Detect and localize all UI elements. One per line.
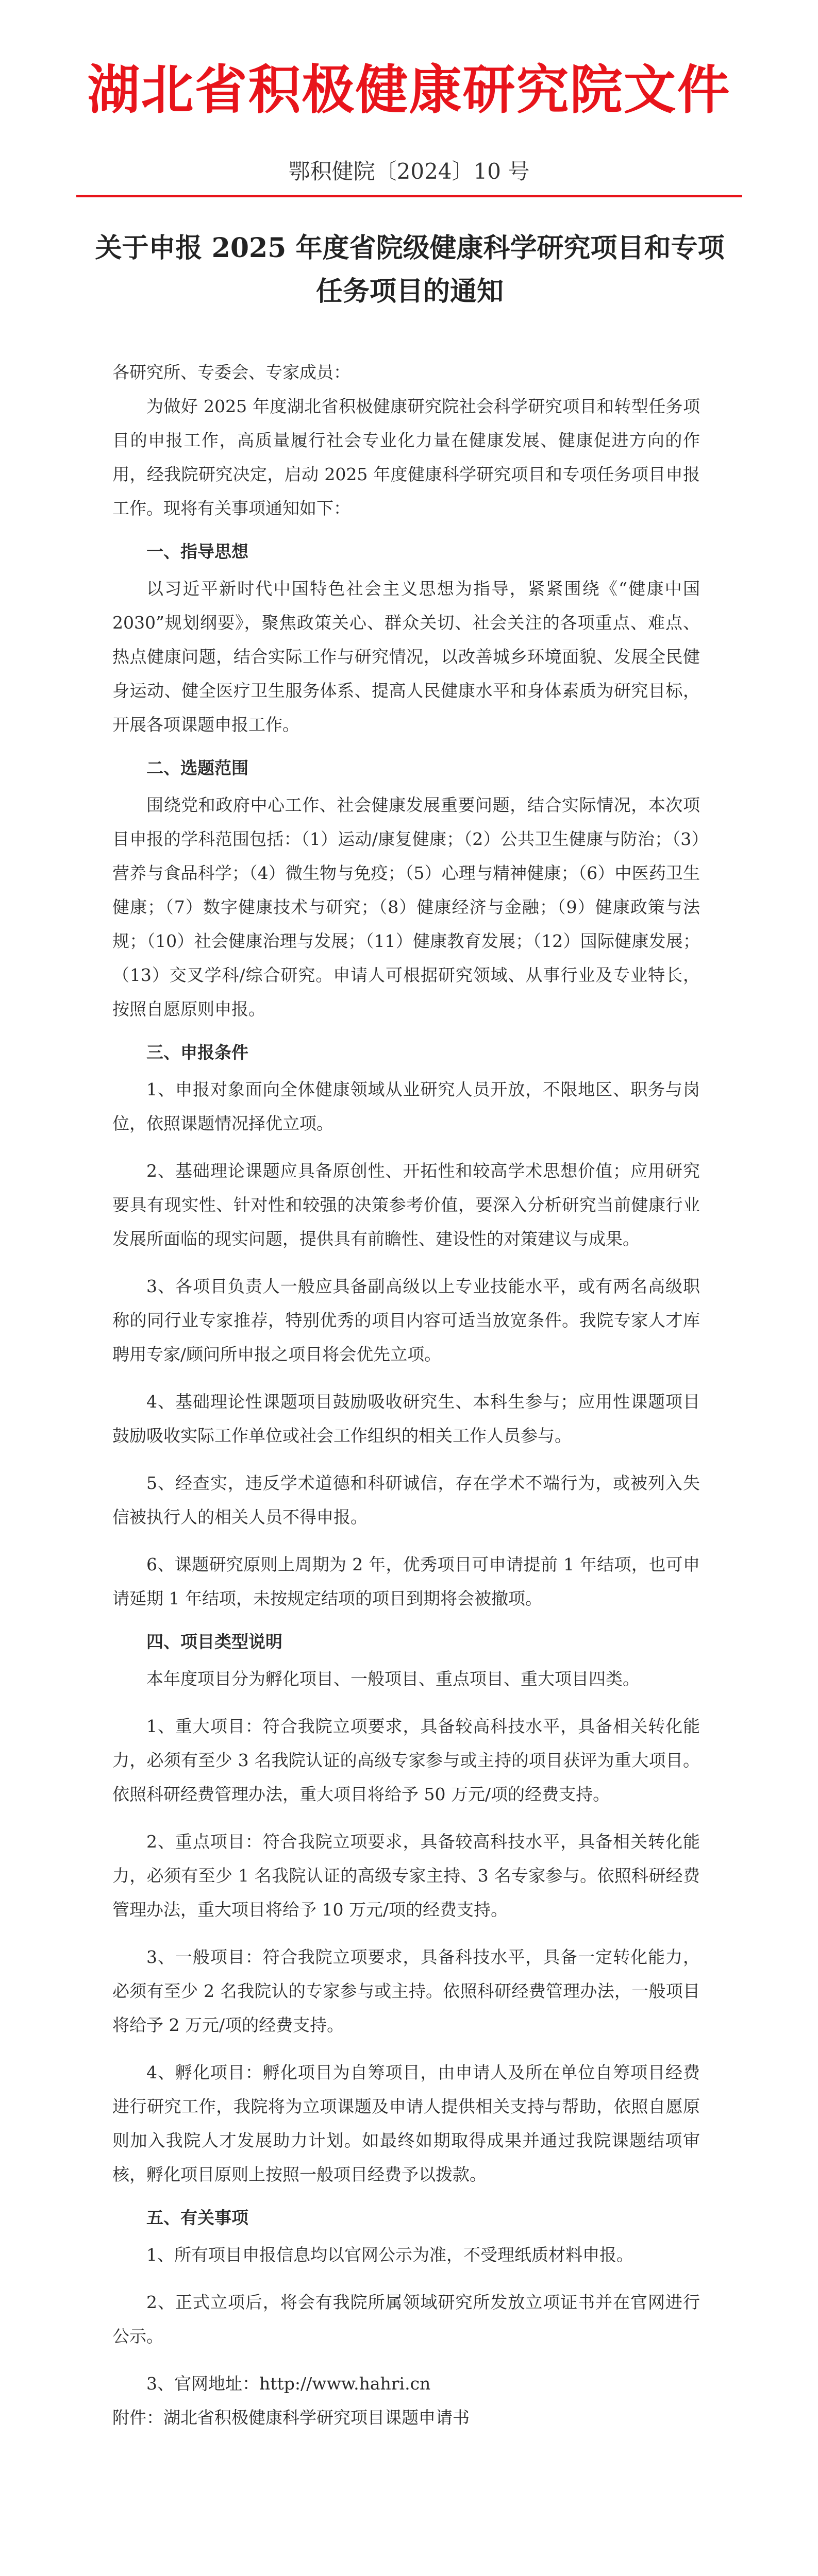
section-paragraph: 1、重大项目：符合我院立项要求，具备较高科技水平，具备相关转化能力，必须有至少 3 名我院认证的高级专家参与或主持的项目获评为重大项目。依照科研经费管理办法，重大项目将给予 50 万元/项的经费支持。 xyxy=(112,1716,700,1804)
section-paragraph: 5、经查实，违反学术道德和科研诚信，存在学术不端行为，或被列入失信被执行人的相关人员不得申报。 xyxy=(112,1473,700,1527)
notice-title: 关于申报 2025 年度省院级健康科学研究项目和专项任务项目的通知 xyxy=(95,232,725,307)
section-paragraph: 6、课题研究原则上周期为 2 年，优秀项目可申请提前 1 年结项，也可申请延期 1 年结项，未按规定结项的项目到期将会被撤项。 xyxy=(112,1554,700,1608)
document-header-title: 湖北省积极健康研究院文件 xyxy=(87,60,731,121)
section-paragraph: 2、基础理论课题应具备原创性、开拓性和较高学术思想价值；应用研究要具有现实性、针对性和较强的决策参考价值，要深入分析研究当前健康行业发展所面临的现实问题，提供具有前瞻性、建设性的对策建议与成果。 xyxy=(112,1161,700,1249)
section-heading-related-matters: 五、有关事项 xyxy=(146,2208,248,2228)
attachment-line: 附件：湖北省积极健康科学研究项目课题申请书 xyxy=(112,2408,470,2428)
red-divider-line xyxy=(76,195,742,197)
section-paragraph: 2、正式立项后，将会有我院所属领域研究所发放立项证书并在官网进行公示。 xyxy=(112,2292,700,2346)
section-heading-project-types: 四、项目类型说明 xyxy=(146,1632,282,1652)
section-paragraph: 3、一般项目：符合我院立项要求，具备科技水平，具备一定转化能力，必须有至少 2 名我院认的专家参与或主持。依照科研经费管理办法，一般项目将给予 2 万元/项的经费支持。 xyxy=(112,1947,700,2035)
document-number: 鄂积健院〔2024〕10 号 xyxy=(288,159,530,184)
section-heading-guiding-ideology: 一、指导思想 xyxy=(146,541,248,562)
official-website-line: 3、官网地址：http://www.hahri.cn xyxy=(146,2374,431,2394)
section-paragraph: 本年度项目分为孵化项目、一般项目、重点项目、重大项目四类。 xyxy=(146,1669,640,1689)
document-body xyxy=(112,355,700,2435)
intro-paragraph: 为做好 2025 年度湖北省积极健康研究院社会科学研究项目和转型任务项目的申报工作，高质量履行社会专业化力量在健康发展、健康促进方向的作用，经我院研究决定，启动 2025 年度健康科学研究项目和专项任务项目申报工作。现将有关事项通知如下： xyxy=(112,396,700,518)
section-paragraph: 2、重点项目：符合我院立项要求，具备较高科技水平，具备相关转化能力，必须有至少 1 名我院认证的高级专家主持、3 名专家参与。依照科研经费管理办法，重大项目将给予 10 万元/项的经费支持。 xyxy=(112,1832,700,1920)
section-paragraph: 3、各项目负责人一般应具备副高级以上专业技能水平，或有两名高级职称的同行业专家推荐，特别优秀的项目内容可适当放宽条件。我院专家人才库聘用专家/顾问所申报之项目将会优先立项。 xyxy=(112,1276,700,1364)
section-paragraph: 4、基础理论性课题项目鼓励吸收研究生、本科生参与；应用性课题项目鼓励吸收实际工作单位或社会工作组织的相关工作人员参与。 xyxy=(112,1392,700,1446)
addressee: 各研究所、专委会、专家成员： xyxy=(112,362,350,382)
section-heading-application-conditions: 三、申报条件 xyxy=(146,1042,248,1062)
section-paragraph: 1、申报对象面向全体健康领域从业研究人员开放，不限地区、职务与岗位，依照课题情况择优立项。 xyxy=(112,1079,700,1133)
section-paragraph: 1、所有项目申报信息均以官网公示为准，不受理纸质材料申报。 xyxy=(146,2245,633,2265)
section-paragraph: 围绕党和政府中心工作、社会健康发展重要问题，结合实际情况，本次项目申报的学科范围包括：（1）运动/康复健康；（2）公共卫生健康与防治；（3）营养与食品科学；（4）微生物与免疫；（5）心理与精神健康；（6）中医药卫生健康；（7）数字健康技术与研究；（8）健康经济与金融；（9）健康政策与法规；（10）社会健康治理与发展；（11）健康教育发展；（12）国际健康发展；（13）交叉学科/综合研究。申请人可根据研究领域、从事行业及专业特长，按照自愿原则申报。 xyxy=(112,795,700,1019)
section-paragraph: 4、孵化项目：孵化项目为自筹项目，由申请人及所在单位自筹项目经费进行研究工作，我院将为立项课题及申请人提供相关支持与帮助，依照自愿原则加入我院人才发展助力计划。如最终如期取得成果并通过我院课题结项审核，孵化项目原则上按照一般项目经费予以拨款。 xyxy=(112,2062,700,2184)
section-heading-topic-scope: 二、选题范围 xyxy=(146,758,248,778)
section-paragraph: 以习近平新时代中国特色社会主义思想为指导，紧紧围绕《“健康中国 2030”规划纲要》，聚焦政策关心、群众关切、社会关注的各项重点、难点、热点健康问题，结合实际工作与研究情况，以改善城乡环境面貌、发展全民健身运动、健全医疗卫生服务体系、提高人民健康水平和身体素质为研究目标，开展各项课题申报工作。 xyxy=(112,579,700,735)
